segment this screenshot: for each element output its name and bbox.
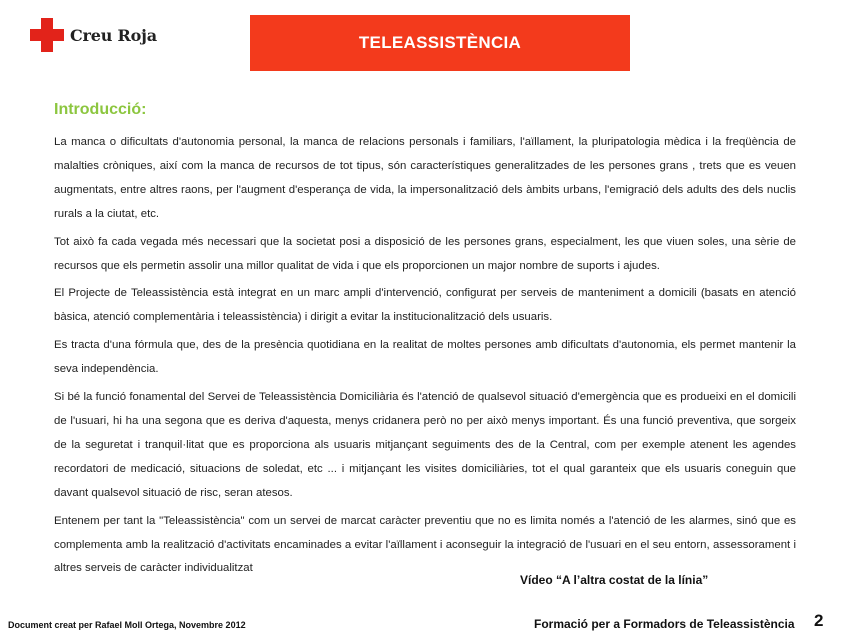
footer-course-title: Formació per a Formadors de Teleassistència — [534, 617, 795, 631]
red-cross-icon — [30, 18, 64, 52]
paragraph: Tot això fa cada vegada més necessari que la societat posi a disposició de les persones grans, especialment, les que viuen soles, una sèrie de recursos que els permetin assolir una millor qualitat de vida i que els proporcionen un major nombre de suports i ajudes. — [54, 235, 796, 272]
paragraph: Entenem per tant la "Teleassistència" com un servei de marcat caràcter preventiu que no es limita només a l'atenció de les alarmes, sinó que es complementa amb la realització d'activitats encaminades a evitar l'aïllament i aconseguir la integració de l'usuari en el seu entorn, assessorament i altres serveis de caràcter individualitzat — [54, 514, 796, 575]
paragraph: Si bé la funció fonamental del Servei de Teleassistència Domiciliària és l'atenció de qualsevol situació d'emergència que es produeixi en el domicili de l'usuari, hi ha una segona que es deriva d'aquesta, menys cridanera però no per això menys important. És una funció preventiva, que sorgeix de la seguretat i tranquil·litat que es proporciona als usuaris mitjançant seguiments des de la Central, com per exemple atenent les agendes recordatori de medicació, situacions de soledat, etc ... i mitjançant les visites domiciliàries, tot el qual garanteix que els usuaris coneguin que davant qualsevol situació de risc, seran atesos. — [54, 391, 796, 499]
body-text — [54, 131, 796, 585]
banner-title: TELEASSISTÈNCIA — [358, 33, 522, 52]
title-banner — [250, 15, 630, 71]
paragraph: Es tracta d'una fórmula que, des de la presència quotidiana en la realitat de moltes persones amb dificultats d'autonomia, els permet mantenir la seva independència. — [54, 339, 796, 376]
page-number: 2 — [814, 611, 824, 630]
logo-text: Creu Roja — [70, 25, 157, 45]
paragraph: La manca o dificultats d'autonomia personal, la manca de relacions personals i familiars, l'aïllament, la pluripatologia mèdica i la freqüència de malalties cròniques, així com la manca de recursos de tot tipus, són característiques generalitzades de les persones grans , trets que es veuen augmentats, entre altres raons, per l'augment d'esperança de vida, la impersonalització dels àmbits urbans, l'emigració dels adults des dels nuclis rurals a la ciutat, etc. — [54, 136, 796, 220]
section-title: Introducció: — [54, 101, 147, 118]
video-link[interactable]: Vídeo “A l’altra costat de la línia” — [520, 573, 709, 587]
paragraph: El Projecte de Teleassistència està integrat en un marc ampli d'intervenció, configurat per serveis de manteniment a domicili (basats en atenció bàsica, atenció complementària i teleassistència) i dirigit a evitar la institucionalització dels usuaris. — [54, 287, 796, 324]
footer-author: Document creat per Rafael Moll Ortega, Novembre 2012 — [8, 620, 246, 630]
creu-roja-logo — [30, 18, 157, 52]
